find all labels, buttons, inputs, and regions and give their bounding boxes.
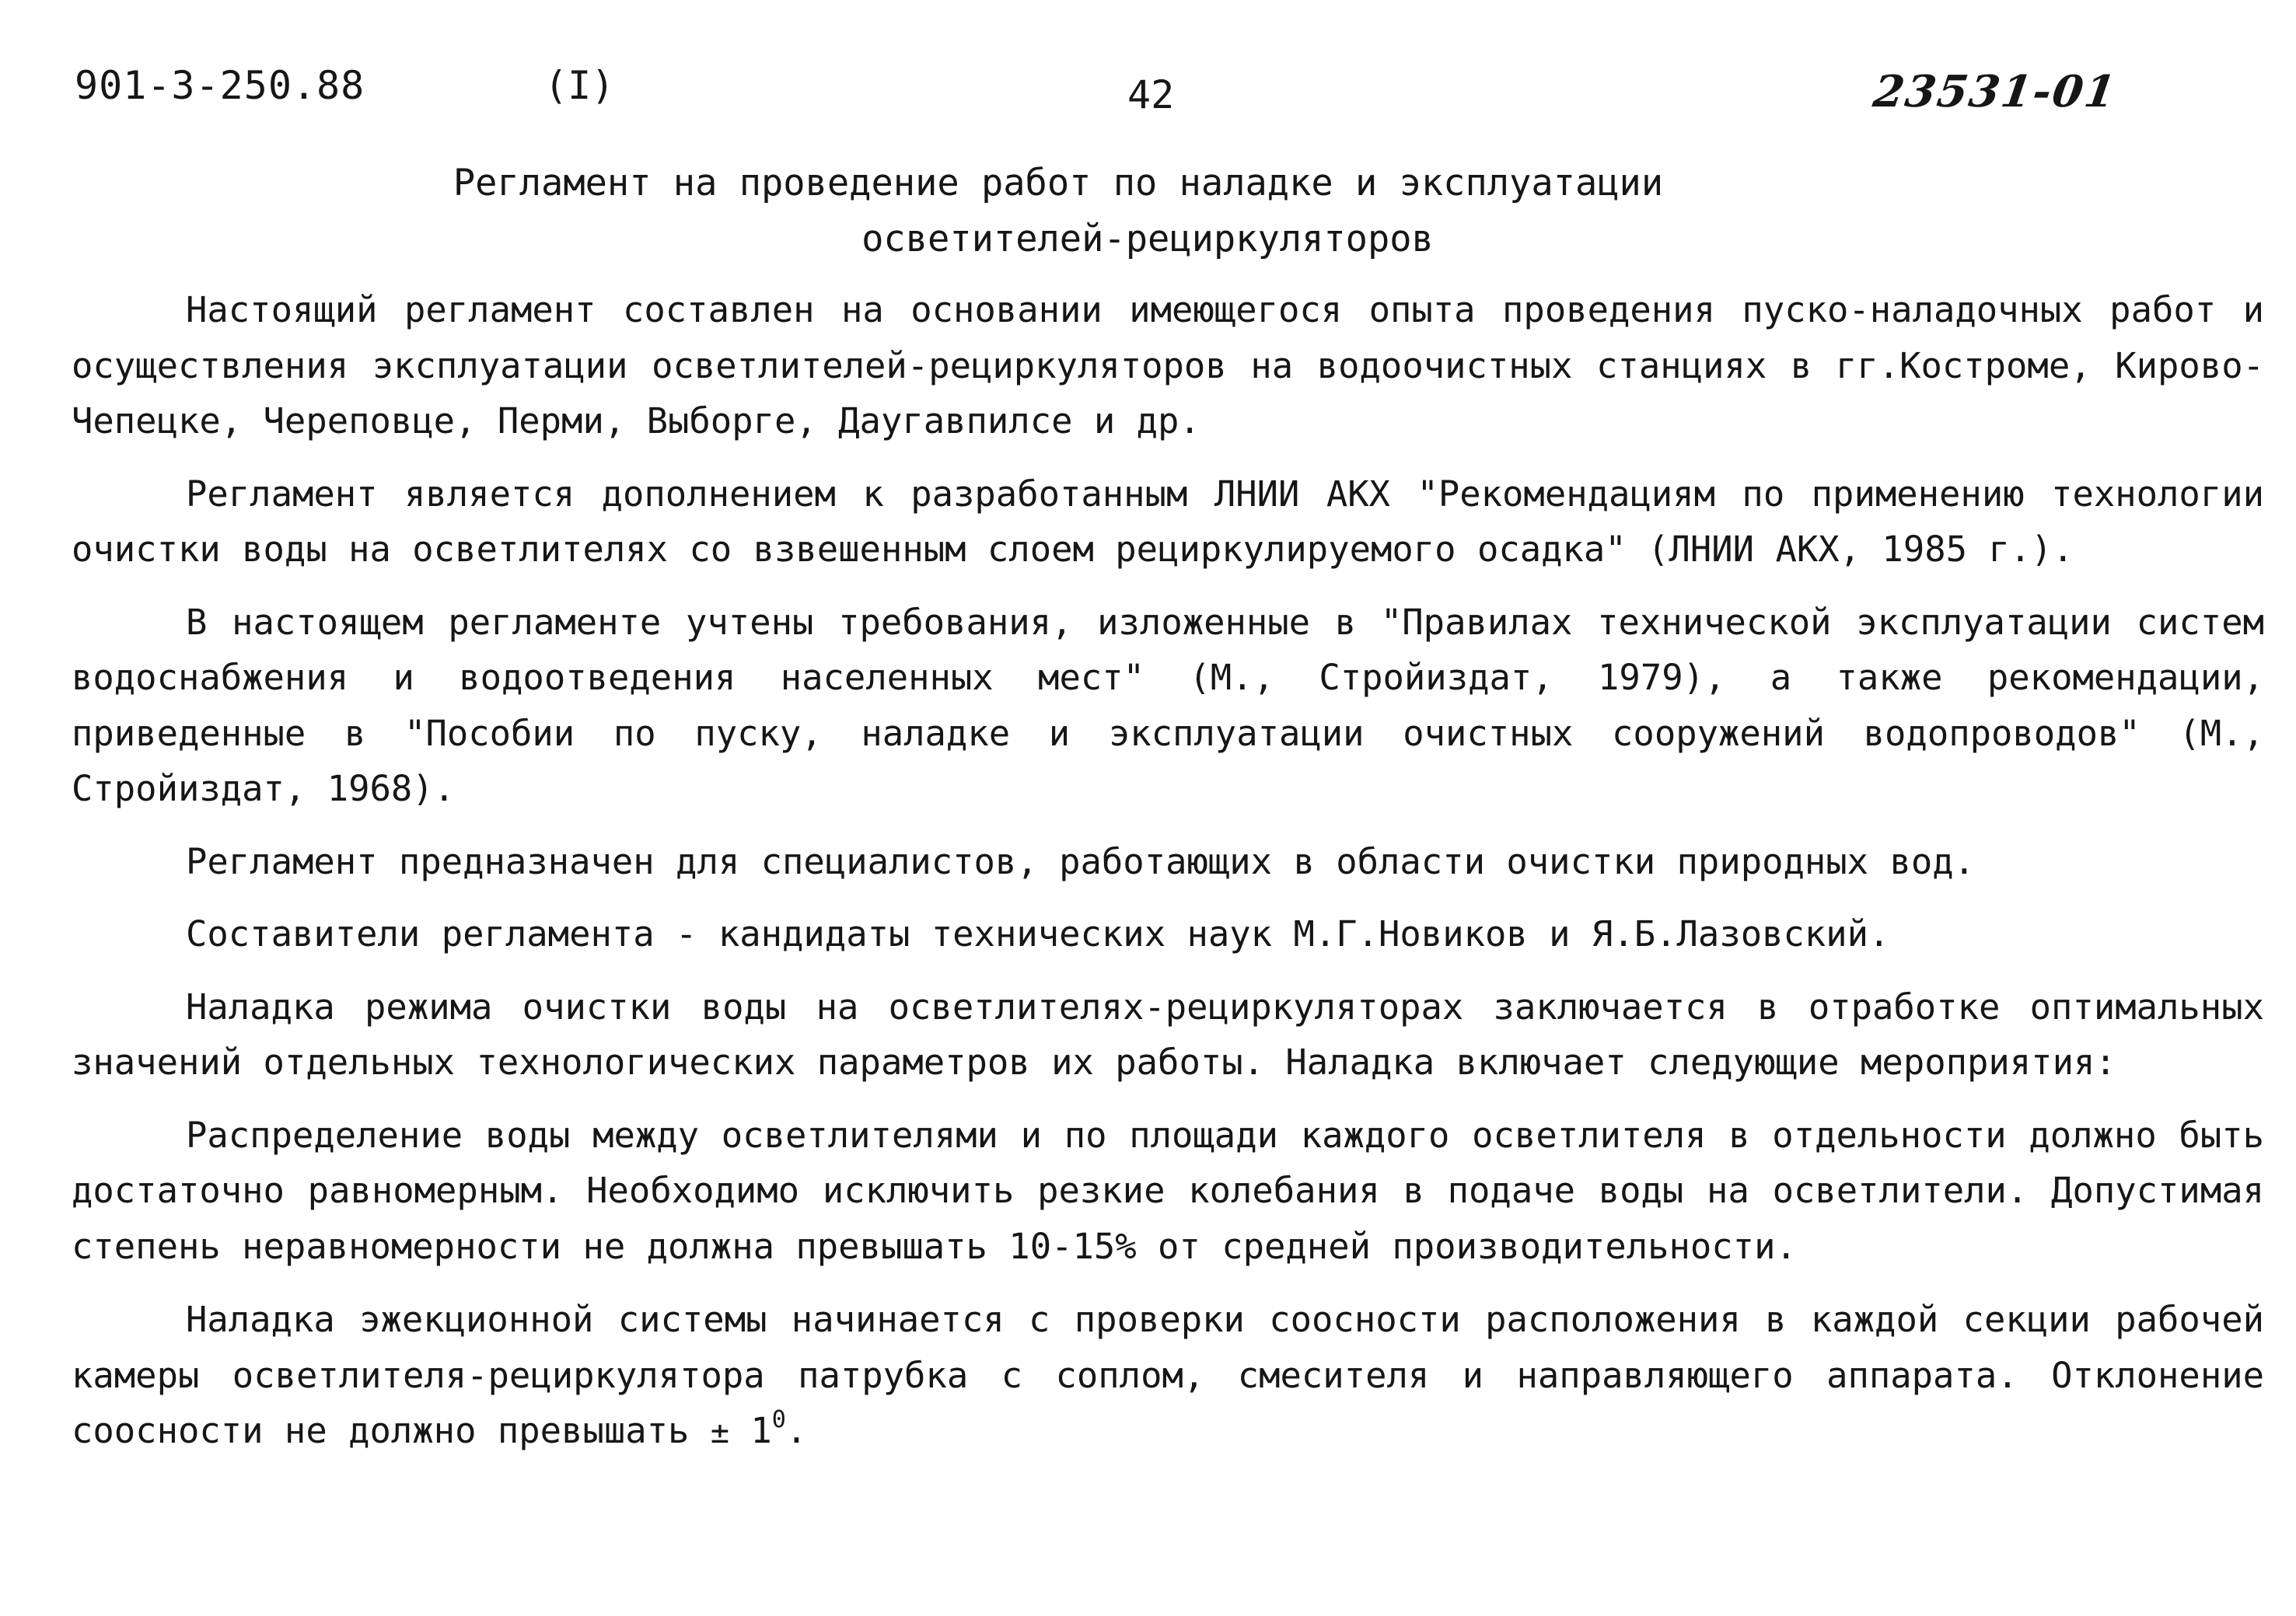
paragraph-basis: Настоящий регламент составлен на основании имеющегося опыта проведения пуско-наладочных работ и осуществления эксплуатации осветлителей-рециркуляторов на водоочистных станциях в гг.Костроме, Кирово-Чепецке, Череповце, Перми, Выборге, Даугавпилсе и др. [72, 289, 2264, 442]
degree-superscript: 0 [771, 1406, 786, 1433]
volume-number: (I) [544, 63, 615, 108]
paragraph-adjustment: Наладка режима очистки воды на осветлителях-рециркуляторах заключается в отработке оптимальных значений отдельных технологических параметров их работы. Наладка включает следующие мероприятия: [72, 986, 2264, 1083]
handwritten-sheet-id: 23531-01 [1870, 66, 2120, 117]
page-number: 42 [1127, 72, 1175, 117]
paragraph-requirements: В настоящем регламенте учтены требования, изложенные в "Правилах технической эксплуатации систем водоснабжения и водоотведения населенных мест" (М., Стройиздат, 1979), а также рекомендации, приведенные в "Пособии по пуску, наладке и эксплуатации очистных сооружений водопроводов" (М., Стройиздат, 1968). [72, 601, 2264, 809]
paragraph-supplement: Регламент является дополнением к разработанным ЛНИИ АКХ "Рекомендациям по применению технологии очистки воды на осветлителях со взвешенным слоем рециркулируемого осадка" (ЛНИИ АКХ, 1985 г.). [72, 473, 2264, 570]
ejection-text: Наладка эжекционной системы начинается с проверки соосности расположения в каждой секции рабочей камеры осветлителя-рециркулятора патрубка с соплом, смесителя и направляющего аппарата. Отклонение соосности не должно превышать [72, 1299, 2264, 1451]
document-code: 901-3-250.88 [75, 63, 365, 108]
paragraph-authors: Составители регламента - кандидаты технических наук М.Г.Новиков и Я.Б.Лазовский. [186, 913, 1890, 955]
title-line-1: Регламент на проведение работ по наладке и эксплуатации [453, 162, 1664, 204]
deviation-value: 1 [750, 1410, 772, 1451]
ejection-end: . [785, 1410, 808, 1451]
plus-minus-symbol: ± [710, 1415, 729, 1450]
paragraph-audience: Регламент предназначен для специалистов, работающих в области очистки природных вод. [186, 840, 1976, 882]
document-body [72, 282, 2264, 1481]
title-line-2: осветителей-рециркуляторов [861, 218, 1434, 260]
document-title [75, 155, 2221, 267]
paragraph-ejection [72, 1292, 2264, 1464]
paragraph-distribution: Распределение воды между осветлителями и по площади каждого осветлителя в отдельности должно быть достаточно равномерным. Необходимо исключить резкие колебания в подаче воды на осветлители. Допустимая степень неравномерности не должна превышать 10-15% от средней производительности. [72, 1114, 2264, 1267]
